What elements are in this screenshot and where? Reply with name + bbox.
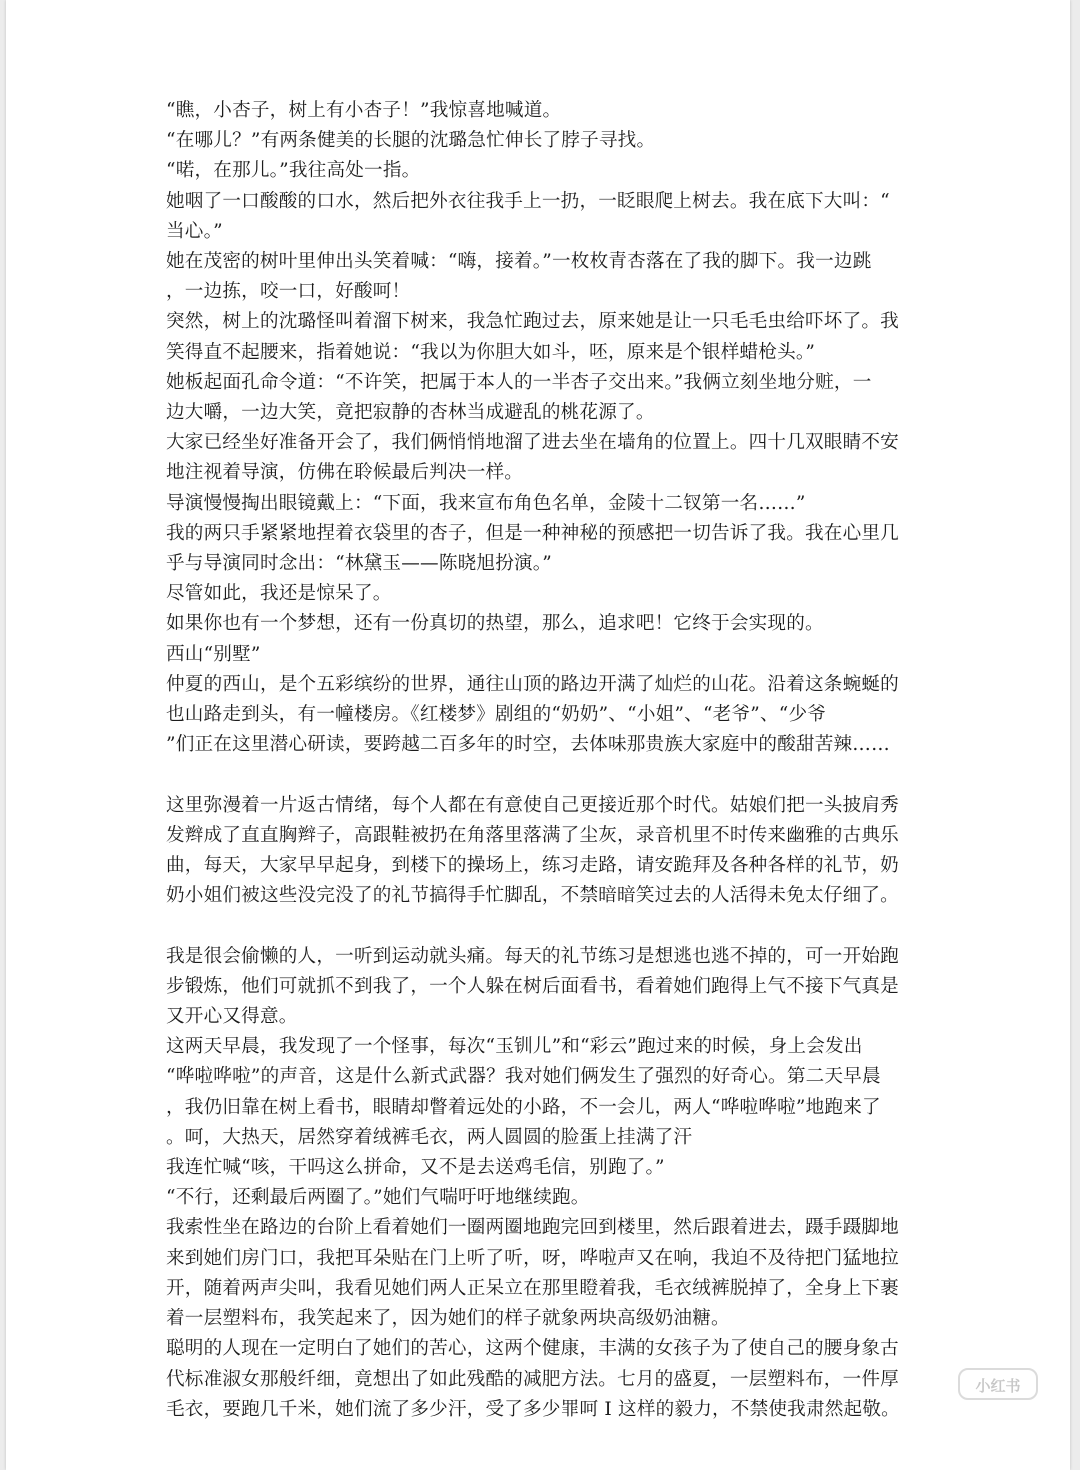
text-line: 如果你也有一个梦想，还有一份真切的热望，那么，追求吧！它终于会实现的。	[166, 613, 824, 635]
text-line: 着一层塑料布，我笑起来了，因为她们的样子就象两块高级奶油糖。	[166, 1308, 730, 1330]
text-line: 乎与导演同时念出：“林黛玉——陈晓旭扮演。”	[166, 553, 552, 575]
text-line: 毛衣，要跑几千米，她们流了多少汗，受了多少罪呵 I 这样的毅力，不禁使我肃然起敬。	[166, 1398, 900, 1420]
text-line: 仲夏的西山，是个五彩缤纷的世界，通往山顶的路边开满了灿烂的山花。沿着这条蜿蜒的	[166, 673, 899, 695]
text-line: 我连忙喊“咳，干吗这么拼命，又不是去送鸡毛信，别跑了。”	[166, 1157, 665, 1179]
text-line: “哗啦哗啦”的声音，这是什么新式武器？我对她们俩发生了强烈的好奇心。第二天早晨	[166, 1066, 881, 1088]
text-line: 来到她们房门口，我把耳朵贴在门上听了听，呀，哗啦声又在响，我迫不及待把门猛地拉	[166, 1247, 899, 1269]
text-line: “在哪儿？”有两条健美的长腿的沈璐急忙伸长了脖子寻找。	[166, 130, 656, 152]
text-line: 这里弥漫着一片返古情绪，每个人都在有意使自己更接近那个时代。姑娘们把一头披肩秀	[166, 794, 899, 816]
text-line: 边大嚼，一边大笑，竟把寂静的杏林当成避乱的桃花源了。	[166, 402, 655, 424]
text-line: 我的两只手紧紧地捏着衣袋里的杏子，但是一种神秘的预感把一切告诉了我。我在心里几	[166, 522, 899, 544]
text-line: 她板起面孔命令道：“不许笑，把属于本人的一半杏子交出来。”我俩立刻坐地分赃，一	[166, 371, 872, 393]
text-line: 地注视着导演，仿佛在聆候最后判决一样。	[166, 462, 524, 484]
text-line: 导演慢慢掏出眼镜戴上：“下面，我来宣布角色名单，金陵十二钗第一名……”	[166, 492, 806, 514]
text-line: 步锻炼，他们可就抓不到我了，一个人躲在树后面看书，看着她们跑得上气不接下气真是	[166, 975, 899, 997]
document-page	[6, 0, 1070, 1470]
text-line: 她在茂密的树叶里伸出头笑着喊：“嗨，接着。”一枚枚青杏落在了我的脚下。我一边跳	[166, 251, 872, 273]
text-line: 曲，每天，大家早早起身，到楼下的操场上，练习走路，请安跪拜及各种各样的礼节，奶	[166, 855, 899, 877]
text-line: 笑得直不起腰来，指着她说：“我以为你胆大如斗，呸，原来是个银样蜡枪头。”	[166, 341, 816, 363]
document-body	[166, 96, 918, 1425]
text-line: 聪明的人现在一定明白了她们的苦心，这两个健康，丰满的女孩子为了使自己的腰身象古	[166, 1338, 899, 1360]
text-line: 我索性坐在路边的台阶上看着她们一圈两圈地跑完回到楼里，然后跟着进去，蹑手蹑脚地	[166, 1217, 899, 1239]
text-line: 发辫成了直直胸辫子，高跟鞋被扔在角落里落满了尘灰，录音机里不时传来幽雅的古典乐	[166, 824, 899, 846]
text-line: “喏，在那儿。”我往高处一指。	[166, 160, 421, 182]
text-line: 尽管如此，我还是惊呆了。	[166, 583, 392, 605]
text-line: 也山路走到头，有一幢楼房。《红楼梦》剧组的“奶奶”、“小姐”、“老爷”、“少爷	[166, 704, 827, 726]
text-line: ，一边拣，咬一口，好酸呵！	[166, 281, 411, 303]
text-line: 我是很会偷懒的人，一听到运动就头痛。每天的礼节练习是想逃也逃不掉的，可一开始跑	[166, 945, 899, 967]
text-line: 。呵，大热天，居然穿着绒裤毛衣，两人圆圆的脸蛋上挂满了汗	[166, 1126, 693, 1148]
text-line: 西山“别墅”	[166, 643, 261, 665]
text-line: ，我仍旧靠在树上看书，眼睛却瞥着远处的小路，不一会儿，两人“哗啦哗啦”地跑来了	[166, 1096, 881, 1118]
text-line: 开，随着两声尖叫，我看见她们两人正呆立在那里瞪着我，毛衣绒裤脱掉了，全身上下裹	[166, 1277, 899, 1299]
text-line: ”们正在这里潜心研读，要跨越二百多年的时空，去体味那贵族大家庭中的酸甜苦辣……	[166, 734, 890, 756]
text-line: 她咽了一口酸酸的口水，然后把外衣往我手上一扔，一眨眼爬上树去。我在底下大叫：“	[166, 190, 890, 212]
blank-line	[166, 911, 918, 941]
xiaohongshu-watermark: 小红书	[958, 1368, 1038, 1400]
text-line: “不行，还剩最后两圈了。”她们气喘吁吁地继续跑。	[166, 1187, 590, 1209]
text-line: 突然，树上的沈璐怪叫着溜下树来，我急忙跑过去，原来她是让一只毛毛虫给吓坏了。我	[166, 311, 899, 333]
text-line: 奶小姐们被这些没完没了的礼节搞得手忙脚乱，不禁暗暗笑过去的人活得未免太仔细了。	[166, 885, 899, 907]
text-line: 又开心又得意。	[166, 1006, 298, 1028]
text-line: 当心。”	[166, 220, 223, 242]
text-line: 这两天早晨，我发现了一个怪事，每次“玉钏儿”和“彩云”跑过来的时候，身上会发出	[166, 1036, 863, 1058]
text-line: 大家已经坐好准备开会了，我们俩悄悄地溜了进去坐在墙角的位置上。四十几双眼睛不安	[166, 432, 899, 454]
text-line: 代标准淑女那般纤细，竟想出了如此残酷的减肥方法。七月的盛夏，一层塑料布，一件厚	[166, 1368, 899, 1390]
blank-line	[166, 760, 918, 790]
text-line: “瞧，小杏子，树上有小杏子！”我惊喜地喊道。	[166, 100, 562, 121]
